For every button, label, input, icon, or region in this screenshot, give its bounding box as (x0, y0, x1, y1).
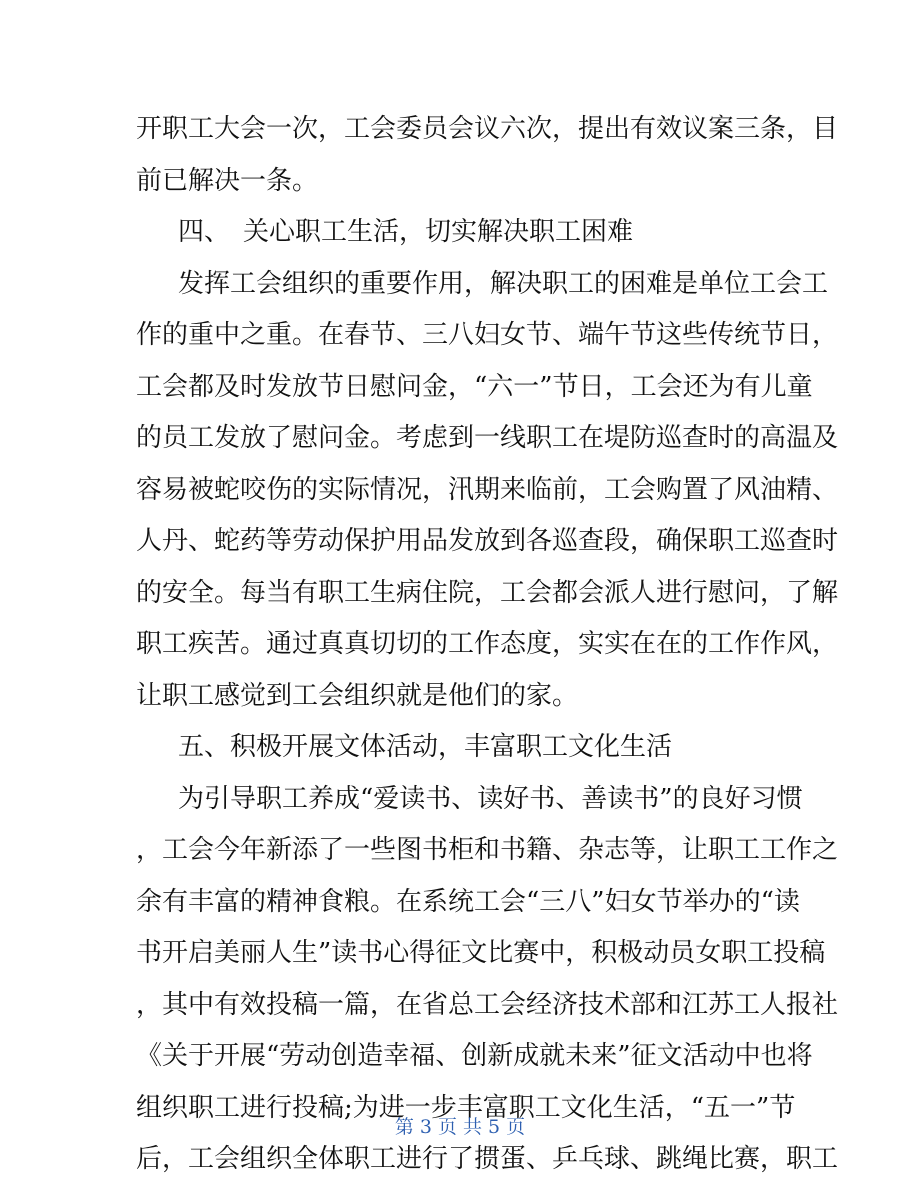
paragraph-line-1: 开职工大会一次，工会委员会议六次，提出有效议案三条，目 (136, 114, 839, 144)
paragraph-line-10: 的安全。每当有职工生病住院，工会都会派人进行慰问，了解 (136, 577, 839, 608)
paragraph-line-19: 《关于开展“劳动创造幸福、创新成就未来”征文活动中也将 (136, 1041, 813, 1071)
paragraph-line-11: 职工疾苦。通过真真切切的工作态度，实实在在的工作作风， (136, 629, 839, 659)
paragraph-line-5: 作的重中之重。在春节、三八妇女节、端午节这些传统节日， (136, 320, 839, 350)
paragraph-line-16: 余有丰富的精神食粮。在系统工会“三八”妇女节举办的“读 (136, 886, 800, 917)
section-heading-5: 五、积极开展文体活动，丰富职工文化生活 (178, 732, 673, 762)
paragraph-line-9: 人丹、蛇药等劳动保护用品发放到各巡查段，确保职工巡查时 (136, 526, 839, 556)
paragraph-line-20: 组织职工进行投稿;为进一步丰富职工文化生活，“五一”节 (136, 1092, 796, 1123)
paragraph-line-21: 后，工会组织全体职工进行了掼蛋、乒乓球、跳绳比赛，职工 (136, 1144, 839, 1174)
paragraph-line-18: ，其中有效投稿一篇，在省总工会经济技术部和江苏工人报社 (136, 989, 839, 1020)
paragraph-line-7: 的员工发放了慰问金。考虑到一线职工在堤防巡查时的高温及 (136, 423, 839, 453)
paragraph-line-8: 容易被蛇咬伤的实际情况，汛期来临前，工会购置了风油精、 (136, 474, 839, 505)
paragraph-line-12: 让职工感觉到工会组织就是他们的家。 (136, 680, 579, 711)
paragraph-line-6: 工会都及时发放节日慰问金，“六一”节日，工会还为有儿童 (136, 371, 813, 402)
paragraph-line-14: 为引导职工养成“爱读书、读好书、善读书”的良好习惯 (178, 783, 803, 814)
page-number-footer: 第 3 页 共 5 页 (394, 1116, 526, 1138)
section-heading-4: 四、 关心职工生活，切实解决职工困难 (178, 217, 634, 247)
paragraph-line-15: ，工会今年新添了一些图书柜和书籍、杂志等，让职工工作之 (136, 835, 839, 865)
paragraph-line-2: 前已解决一条。 (136, 165, 319, 196)
paragraph-line-4: 发挥工会组织的重要作用，解决职工的困难是单位工会工 (178, 268, 829, 299)
paragraph-line-17: 书开启美丽人生”读书心得征文比赛中，积极动员女职工投稿 (136, 938, 826, 968)
document-body (136, 104, 839, 1186)
